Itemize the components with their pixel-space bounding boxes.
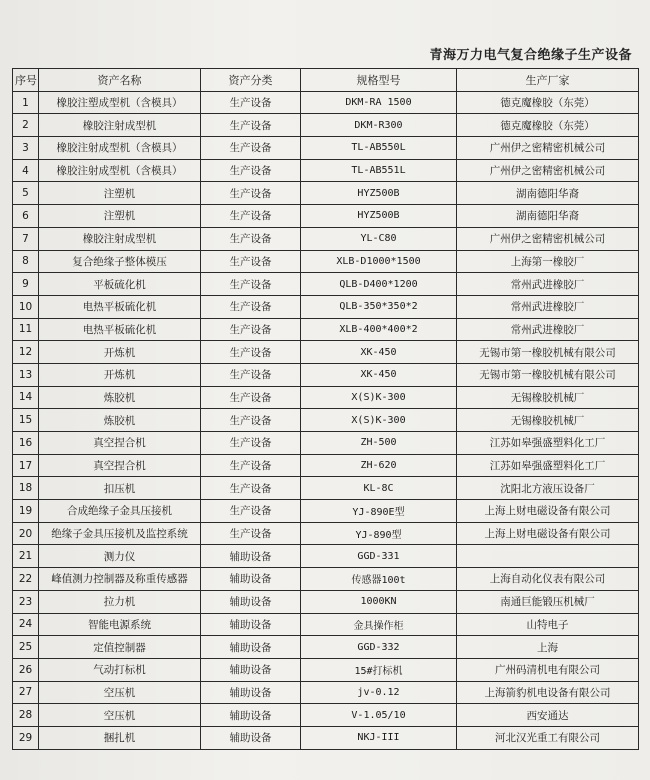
row-number: 19 (13, 500, 39, 523)
asset-spec: X(S)K-300 (301, 386, 457, 409)
table-row (13, 454, 639, 477)
asset-name: 橡胶注射成型机（含模具） (39, 159, 201, 182)
table-row (13, 159, 639, 182)
asset-category: 生产设备 (201, 137, 301, 160)
table-row (13, 726, 639, 749)
asset-spec: jv-0.12 (301, 681, 457, 704)
asset-name: 注塑机 (39, 205, 201, 228)
asset-spec: XLB-400*400*2 (301, 318, 457, 341)
asset-spec: DKM-R300 (301, 114, 457, 137)
row-number: 13 (13, 363, 39, 386)
table-row (13, 432, 639, 455)
asset-name: 炼胶机 (39, 409, 201, 432)
asset-manufacturer: 常州武进橡胶厂 (457, 295, 639, 318)
asset-name: 捆扎机 (39, 726, 201, 749)
table-row (13, 91, 639, 114)
asset-name: 橡胶注塑成型机（含模具） (39, 91, 201, 114)
asset-category: 生产设备 (201, 454, 301, 477)
row-number: 29 (13, 726, 39, 749)
asset-category: 生产设备 (201, 205, 301, 228)
asset-category: 生产设备 (201, 159, 301, 182)
asset-spec: GGD-331 (301, 545, 457, 568)
asset-manufacturer: 无锡市第一橡胶机械有限公司 (457, 363, 639, 386)
asset-category: 生产设备 (201, 318, 301, 341)
asset-spec: XK-450 (301, 363, 457, 386)
row-number: 26 (13, 658, 39, 681)
asset-manufacturer: 上海自动化仪表有限公司 (457, 568, 639, 591)
asset-spec: 传感器100t (301, 568, 457, 591)
asset-category: 生产设备 (201, 250, 301, 273)
asset-manufacturer: 无锡橡胶机械厂 (457, 409, 639, 432)
table-row (13, 568, 639, 591)
asset-name: 复合绝缘子整体模压 (39, 250, 201, 273)
asset-manufacturer: 南通巨能锻压机械厂 (457, 590, 639, 613)
table-row (13, 409, 639, 432)
asset-name: 真空捏合机 (39, 454, 201, 477)
asset-category: 生产设备 (201, 500, 301, 523)
asset-spec: YL-C80 (301, 227, 457, 250)
asset-spec: DKM-RA 1500 (301, 91, 457, 114)
asset-category: 生产设备 (201, 363, 301, 386)
asset-manufacturer: 沈阳北方液压设备厂 (457, 477, 639, 500)
asset-manufacturer: 无锡橡胶机械厂 (457, 386, 639, 409)
asset-spec: TL-AB550L (301, 137, 457, 160)
asset-category: 辅助设备 (201, 636, 301, 659)
asset-category: 生产设备 (201, 432, 301, 455)
asset-category: 生产设备 (201, 91, 301, 114)
asset-category: 辅助设备 (201, 658, 301, 681)
asset-category: 辅助设备 (201, 681, 301, 704)
header-no: 序号 (13, 69, 39, 92)
asset-manufacturer: 广州伊之密精密机械公司 (457, 137, 639, 160)
asset-manufacturer: 上海上财电磁设备有限公司 (457, 522, 639, 545)
asset-category: 生产设备 (201, 477, 301, 500)
asset-spec: HYZ500B (301, 205, 457, 228)
asset-manufacturer: 上海 (457, 636, 639, 659)
row-number: 8 (13, 250, 39, 273)
asset-manufacturer: 山特电子 (457, 613, 639, 636)
row-number: 21 (13, 545, 39, 568)
row-number: 5 (13, 182, 39, 205)
asset-name: 绝缘子金具压接机及监控系统 (39, 522, 201, 545)
row-number: 11 (13, 318, 39, 341)
asset-category: 辅助设备 (201, 613, 301, 636)
asset-name: 空压机 (39, 704, 201, 727)
table-row (13, 205, 639, 228)
asset-category: 生产设备 (201, 522, 301, 545)
asset-manufacturer: 德克魔橡胶（东莞） (457, 114, 639, 137)
asset-name: 气动打标机 (39, 658, 201, 681)
table-row (13, 363, 639, 386)
row-number: 10 (13, 295, 39, 318)
asset-name: 开炼机 (39, 363, 201, 386)
asset-manufacturer: 江苏如皋强盛塑料化工厂 (457, 454, 639, 477)
asset-spec: YJ-890型 (301, 522, 457, 545)
table-row (13, 681, 639, 704)
asset-spec: NKJ-III (301, 726, 457, 749)
asset-table (12, 68, 639, 750)
table-row (13, 613, 639, 636)
asset-name: 炼胶机 (39, 386, 201, 409)
asset-category: 生产设备 (201, 409, 301, 432)
row-number: 1 (13, 91, 39, 114)
asset-name: 注塑机 (39, 182, 201, 205)
table-header-row (13, 69, 639, 92)
asset-spec: KL-8C (301, 477, 457, 500)
asset-manufacturer: 上海第一橡胶厂 (457, 250, 639, 273)
asset-name: 橡胶注射成型机（含模具） (39, 137, 201, 160)
asset-spec: QLB-350*350*2 (301, 295, 457, 318)
asset-name: 平板硫化机 (39, 273, 201, 296)
row-number: 12 (13, 341, 39, 364)
row-number: 3 (13, 137, 39, 160)
table-row (13, 636, 639, 659)
asset-spec: 金具操作柜 (301, 613, 457, 636)
asset-name: 电热平板硫化机 (39, 318, 201, 341)
asset-spec: YJ-890E型 (301, 500, 457, 523)
asset-category: 生产设备 (201, 273, 301, 296)
table-row (13, 341, 639, 364)
asset-manufacturer: 上海上财电磁设备有限公司 (457, 500, 639, 523)
table-row (13, 658, 639, 681)
asset-spec: GGD-332 (301, 636, 457, 659)
asset-manufacturer: 河北汉光重工有限公司 (457, 726, 639, 749)
asset-category: 辅助设备 (201, 590, 301, 613)
asset-table-body (13, 91, 639, 749)
row-number: 15 (13, 409, 39, 432)
asset-manufacturer: 广州伊之密精密机械公司 (457, 159, 639, 182)
row-number: 7 (13, 227, 39, 250)
asset-manufacturer: 常州武进橡胶厂 (457, 318, 639, 341)
asset-manufacturer: 上海箭豹机电设备有限公司 (457, 681, 639, 704)
row-number: 24 (13, 613, 39, 636)
asset-spec: XLB-D1000*1500 (301, 250, 457, 273)
table-row (13, 250, 639, 273)
asset-name: 拉力机 (39, 590, 201, 613)
asset-manufacturer: 常州武进橡胶厂 (457, 273, 639, 296)
row-number: 16 (13, 432, 39, 455)
row-number: 6 (13, 205, 39, 228)
asset-category: 辅助设备 (201, 568, 301, 591)
header-category: 资产分类 (201, 69, 301, 92)
asset-spec: 15#打标机 (301, 658, 457, 681)
table-row (13, 522, 639, 545)
header-spec: 规格型号 (301, 69, 457, 92)
asset-category: 辅助设备 (201, 726, 301, 749)
table-row (13, 477, 639, 500)
row-number: 17 (13, 454, 39, 477)
asset-manufacturer: 湖南德阳华裔 (457, 205, 639, 228)
asset-name: 空压机 (39, 681, 201, 704)
asset-spec: TL-AB551L (301, 159, 457, 182)
asset-manufacturer: 广州伊之密精密机械公司 (457, 227, 639, 250)
row-number: 14 (13, 386, 39, 409)
row-number: 2 (13, 114, 39, 137)
table-row (13, 318, 639, 341)
asset-name: 开炼机 (39, 341, 201, 364)
table-row (13, 295, 639, 318)
asset-spec: QLB-D400*1200 (301, 273, 457, 296)
asset-spec: XK-450 (301, 341, 457, 364)
table-row (13, 182, 639, 205)
header-manufacturer: 生产厂家 (457, 69, 639, 92)
asset-category: 辅助设备 (201, 545, 301, 568)
asset-name: 橡胶注射成型机 (39, 114, 201, 137)
row-number: 20 (13, 522, 39, 545)
asset-category: 生产设备 (201, 341, 301, 364)
asset-name: 定值控制器 (39, 636, 201, 659)
asset-spec: 1000KN (301, 590, 457, 613)
asset-name: 合成绝缘子金具压接机 (39, 500, 201, 523)
asset-name: 橡胶注射成型机 (39, 227, 201, 250)
asset-category: 生产设备 (201, 386, 301, 409)
asset-manufacturer: 德克魔橡胶（东莞） (457, 91, 639, 114)
document-title: 青海万力电气复合绝缘子生产设备 (429, 48, 632, 63)
asset-category: 生产设备 (201, 182, 301, 205)
asset-manufacturer: 西安通达 (457, 704, 639, 727)
row-number: 27 (13, 681, 39, 704)
asset-name: 测力仪 (39, 545, 201, 568)
asset-manufacturer: 无锡市第一橡胶机械有限公司 (457, 341, 639, 364)
asset-category: 辅助设备 (201, 704, 301, 727)
asset-manufacturer: 江苏如皋强盛塑料化工厂 (457, 432, 639, 455)
asset-spec: HYZ500B (301, 182, 457, 205)
header-asset-name: 资产名称 (39, 69, 201, 92)
asset-category: 生产设备 (201, 227, 301, 250)
row-number: 25 (13, 636, 39, 659)
asset-name: 真空捏合机 (39, 432, 201, 455)
row-number: 22 (13, 568, 39, 591)
table-row (13, 704, 639, 727)
table-row (13, 137, 639, 160)
asset-spec: V-1.05/10 (301, 704, 457, 727)
asset-name: 扣压机 (39, 477, 201, 500)
asset-manufacturer (457, 545, 639, 568)
asset-spec: ZH-620 (301, 454, 457, 477)
row-number: 28 (13, 704, 39, 727)
table-row (13, 386, 639, 409)
row-number: 9 (13, 273, 39, 296)
table-row (13, 227, 639, 250)
row-number: 18 (13, 477, 39, 500)
row-number: 23 (13, 590, 39, 613)
asset-name: 峰值测力控制器及称重传感器 (39, 568, 201, 591)
asset-spec: ZH-500 (301, 432, 457, 455)
asset-manufacturer: 湖南德阳华裔 (457, 182, 639, 205)
asset-category: 生产设备 (201, 295, 301, 318)
row-number: 4 (13, 159, 39, 182)
table-row (13, 273, 639, 296)
asset-category: 生产设备 (201, 114, 301, 137)
asset-manufacturer: 广州码清机电有限公司 (457, 658, 639, 681)
table-row (13, 545, 639, 568)
asset-name: 电热平板硫化机 (39, 295, 201, 318)
asset-name: 智能电源系统 (39, 613, 201, 636)
table-row (13, 590, 639, 613)
table-row (13, 114, 639, 137)
table-row (13, 500, 639, 523)
asset-spec: X(S)K-300 (301, 409, 457, 432)
